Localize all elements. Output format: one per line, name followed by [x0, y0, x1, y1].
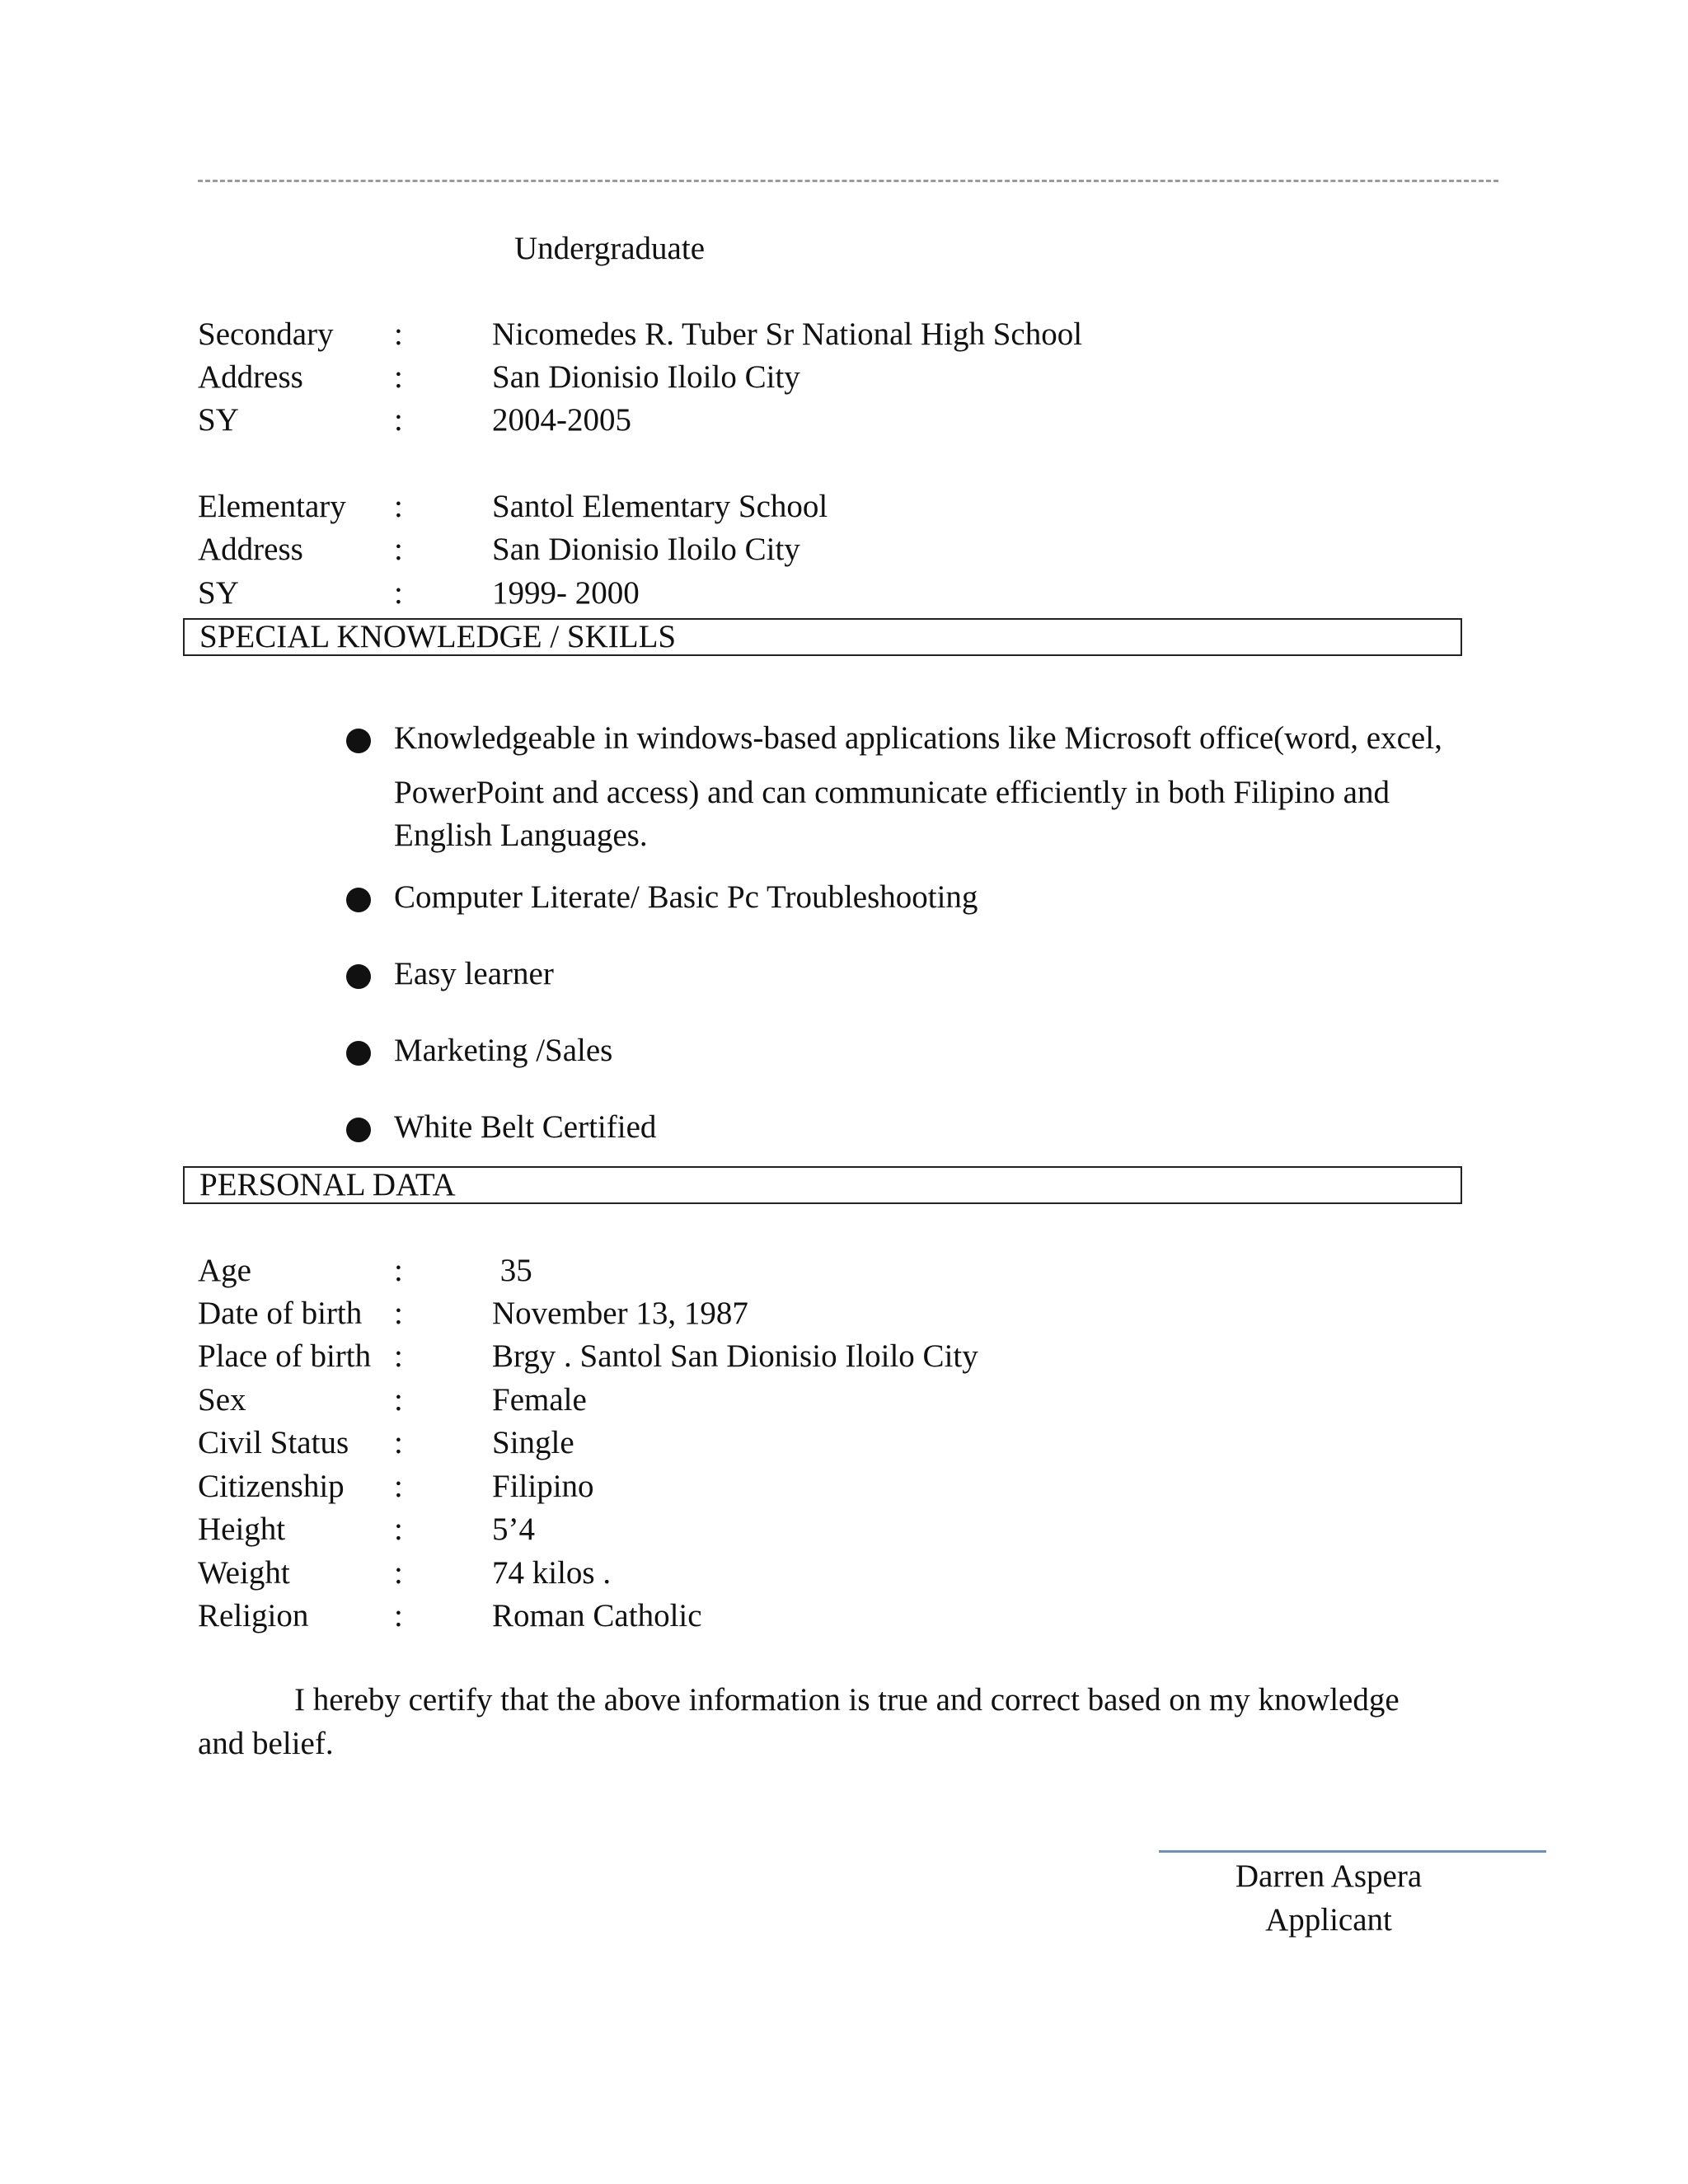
colon: :	[394, 316, 403, 352]
colon: :	[394, 1296, 403, 1331]
secondary-label: Secondary	[198, 316, 334, 352]
personal-label-civil-status: Civil Status	[198, 1425, 349, 1460]
colon: :	[394, 1425, 403, 1460]
certification-line-1: I hereby certify that the above information is true and correct based on my knowledge	[294, 1682, 1400, 1718]
bullet-icon	[346, 888, 371, 912]
colon: :	[394, 1511, 403, 1547]
colon: :	[394, 402, 403, 438]
skill-item-3: Easy learner	[394, 956, 554, 991]
bullet-icon	[346, 1118, 371, 1142]
personal-section-header	[183, 1166, 1462, 1204]
skills-heading: SPECIAL KNOWLEDGE / SKILLS	[199, 619, 677, 654]
bullet-icon	[346, 1041, 371, 1066]
secondary-address-label: Address	[198, 359, 303, 395]
personal-value-weight: 74 kilos .	[492, 1555, 612, 1591]
skill-item-1-line-1: Knowledgeable in windows-based applications like Microsoft office(word, excel,	[394, 720, 1442, 756]
personal-label-height: Height	[198, 1511, 286, 1547]
elementary-sy: 1999- 2000	[492, 575, 640, 611]
personal-label-pob: Place of birth	[198, 1338, 372, 1374]
secondary-address: San Dionisio Iloilo City	[492, 359, 800, 395]
applicant-title: Applicant	[1265, 1902, 1392, 1938]
personal-label-religion: Religion	[198, 1598, 309, 1633]
colon: :	[394, 1469, 403, 1504]
skill-item-1-line-2: PowerPoint and access) and can communicate efficiently in both Filipino and	[394, 775, 1390, 810]
signature-line	[1159, 1850, 1546, 1853]
undergraduate-label: Undergraduate	[514, 231, 706, 266]
personal-label-dob: Date of birth	[198, 1296, 363, 1331]
personal-value-civil-status: Single	[492, 1425, 574, 1460]
colon: :	[394, 489, 403, 524]
skill-item-1-line-3: English Languages.	[394, 818, 648, 853]
personal-value-religion: Roman Catholic	[492, 1598, 702, 1633]
secondary-sy: 2004-2005	[492, 402, 631, 438]
certification-line-2: and belief.	[198, 1726, 334, 1761]
bullet-icon	[346, 729, 371, 753]
skill-item-5: White Belt Certified	[394, 1109, 657, 1145]
colon: :	[394, 359, 403, 395]
colon: :	[394, 575, 403, 611]
top-dashed-divider	[198, 180, 1498, 182]
skills-section-header	[183, 618, 1462, 656]
colon: :	[394, 1253, 403, 1288]
personal-value-age: 35	[492, 1253, 532, 1288]
elementary-address: San Dionisio Iloilo City	[492, 532, 800, 567]
applicant-name: Darren Aspera	[1235, 1858, 1423, 1894]
personal-label-age: Age	[198, 1253, 251, 1288]
skill-item-2: Computer Literate/ Basic Pc Troubleshooting	[394, 879, 978, 915]
personal-value-dob: November 13, 1987	[492, 1296, 748, 1331]
colon: :	[394, 1598, 403, 1633]
elementary-address-label: Address	[198, 532, 303, 567]
elementary-school: Santol Elementary School	[492, 489, 828, 524]
colon: :	[394, 1555, 403, 1591]
colon: :	[394, 1382, 403, 1418]
personal-label-citizenship: Citizenship	[198, 1469, 345, 1504]
personal-value-height: 5’4	[492, 1511, 535, 1547]
elementary-sy-label: SY	[198, 575, 239, 611]
secondary-school: Nicomedes R. Tuber Sr National High School	[492, 316, 1083, 352]
personal-value-pob: Brgy . Santol San Dionisio Iloilo City	[492, 1338, 978, 1374]
colon: :	[394, 532, 403, 567]
personal-value-sex: Female	[492, 1382, 587, 1418]
colon: :	[394, 1338, 403, 1374]
personal-heading: PERSONAL DATA	[199, 1167, 456, 1202]
personal-value-citizenship: Filipino	[492, 1469, 594, 1504]
elementary-label: Elementary	[198, 489, 346, 524]
bullet-icon	[346, 964, 371, 989]
personal-label-weight: Weight	[198, 1555, 290, 1591]
personal-label-sex: Sex	[198, 1382, 246, 1418]
skill-item-4: Marketing /Sales	[394, 1033, 613, 1068]
secondary-sy-label: SY	[198, 402, 239, 438]
